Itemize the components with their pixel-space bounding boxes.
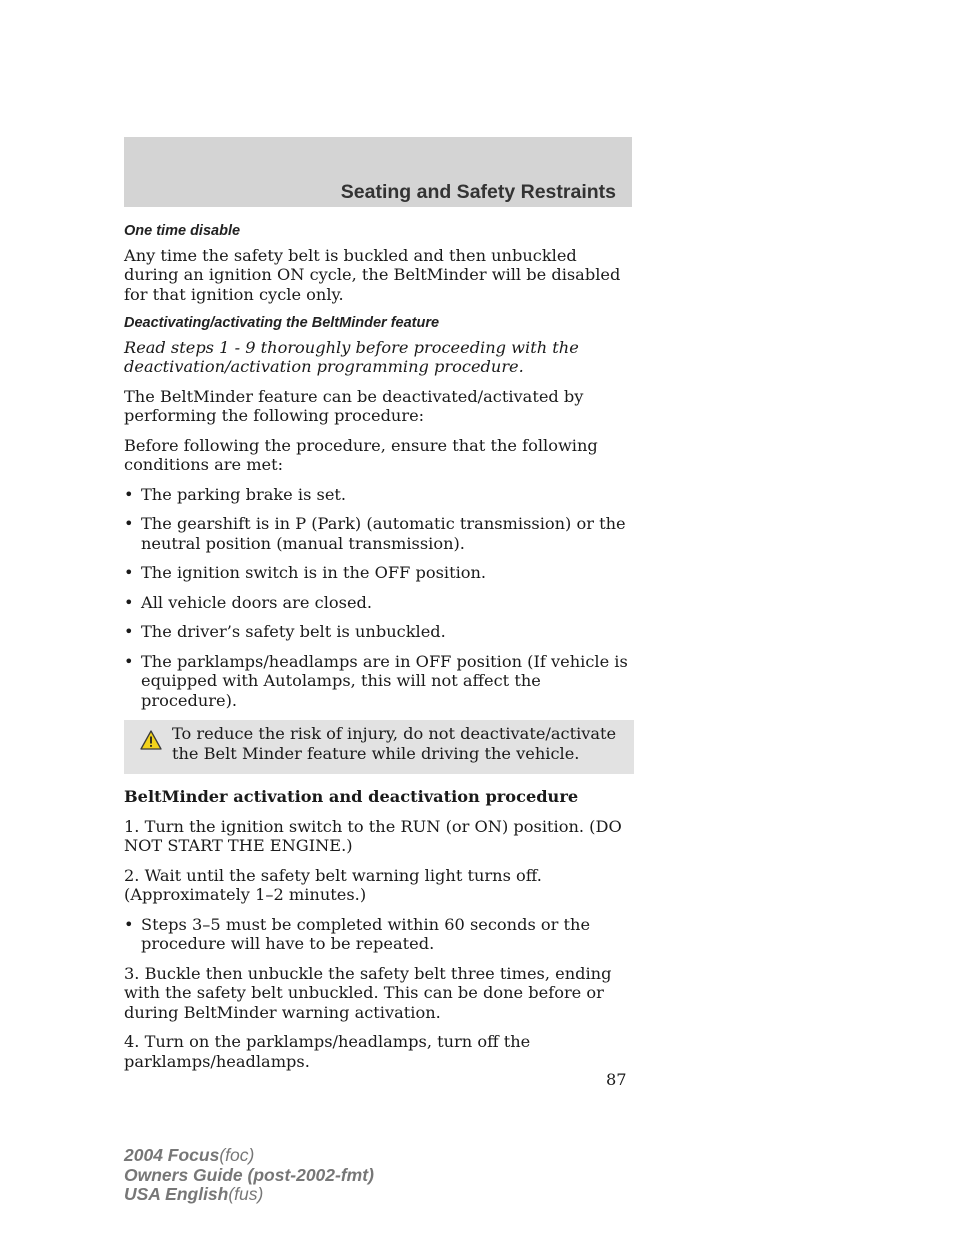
heading-deactivating: Deactivating/activating the BeltMinder feature <box>124 315 440 331</box>
bullet-dot: • <box>124 514 134 533</box>
step-2: 2. Wait until the safety belt warning light turns off. (Approximately 1–2 minutes.) <box>124 865 542 904</box>
list-item: • The gearshift is in P (Park) (automatic transmission) or the neutral position (manual transmission). <box>124 514 626 553</box>
warning-box <box>124 720 634 774</box>
section-header-band <box>124 137 632 207</box>
bullet-dot: • <box>124 592 134 612</box>
list-item: • The driver’s safety belt is unbuckled. <box>124 622 446 641</box>
list-item: • The ignition switch is in the OFF position. <box>124 563 487 582</box>
warning-triangle-icon <box>140 730 162 750</box>
footer-line-model: 2004 Focus(foc) <box>124 1145 255 1165</box>
page-number: 87 <box>606 1070 627 1089</box>
document-footer <box>124 1146 374 1205</box>
list-item: • The parklamps/headlamps are in OFF position (If vehicle is equipped with Autolamps, this will not affect the procedure). <box>124 651 628 710</box>
step-4: 4. Turn on the parklamps/headlamps, turn off the parklamps/headlamps. <box>124 1032 531 1071</box>
bullet-dot: • <box>124 622 134 641</box>
list-item: • The parking brake is set. <box>124 484 347 504</box>
bullet-dot: • <box>124 563 134 582</box>
list-item: • All vehicle doors are closed. <box>124 592 373 612</box>
footer-line-guide: Owners Guide (post-2002-fmt) <box>124 1164 374 1185</box>
bullet-dot: • <box>124 484 134 504</box>
paragraph-deactivate-intro: The BeltMinder feature can be deactivated/activated by performing the following procedure: <box>124 386 584 425</box>
note-read-steps: Read steps 1 - 9 thoroughly before proceeding with the deactivation/activation programming procedure. <box>124 337 579 376</box>
footer-line-language: USA English(fus) <box>124 1184 264 1204</box>
list-item: • Steps 3–5 must be completed within 60 seconds or the procedure will have to be repeated. <box>124 914 591 953</box>
heading-procedure: BeltMinder activation and deactivation procedure <box>124 787 579 806</box>
warning-text: To reduce the risk of injury, do not deactivate/activate the Belt Minder feature while driving the vehicle. <box>172 724 617 763</box>
page-content <box>124 220 634 1081</box>
section-title: Seating and Safety Restraints <box>340 181 616 203</box>
paragraph-one-time-disable: Any time the safety belt is buckled and then unbuckled during an ignition ON cycle, the BeltMinder will be disabled for that ignition cycle only. <box>124 245 621 304</box>
step-1: 1. Turn the ignition switch to the RUN (or ON) position. (DO NOT START THE ENGINE.) <box>124 816 622 855</box>
bullet-dot: • <box>124 651 134 671</box>
heading-one-time-disable: One time disable <box>124 223 241 239</box>
step-3: 3. Buckle then unbuckle the safety belt three times, ending with the safety belt unbuckled. This can be done before or during BeltMinder warning activation. <box>124 963 612 1022</box>
paragraph-conditions-intro: Before following the procedure, ensure that the following conditions are met: <box>124 435 598 474</box>
bullet-dot: • <box>124 914 134 934</box>
